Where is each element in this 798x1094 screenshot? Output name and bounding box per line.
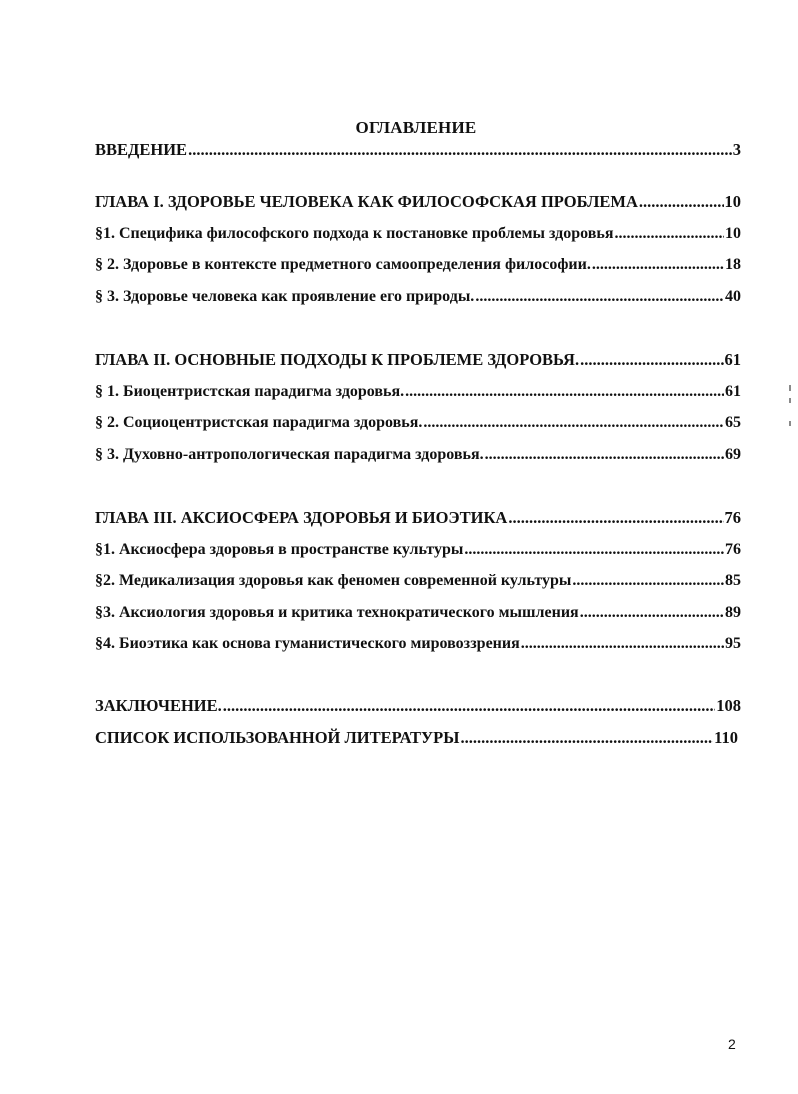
toc-entry-page: 85 — [725, 572, 741, 589]
toc-entry-page: 108 — [716, 696, 741, 715]
dot-leader — [521, 634, 724, 654]
scan-edge-mark — [789, 398, 791, 403]
toc-entry-page: 61 — [724, 350, 741, 369]
toc-entry-label: §1. Специфика философского подхода к постановке проблемы здоровья — [95, 225, 614, 242]
dot-leader — [508, 508, 723, 528]
toc-entry-page: 65 — [725, 414, 741, 431]
toc-entry-label: §1. Аксиосфера здоровья в пространстве культуры — [95, 541, 464, 558]
toc-entry-chapter-2-section-3[interactable] — [95, 445, 741, 465]
toc-entry-chapter-1-section-2[interactable] — [95, 255, 741, 275]
toc-entry-chapter-1-section-1[interactable] — [95, 224, 741, 244]
toc-entry-page: 40 — [725, 288, 741, 305]
toc-entry-chapter-3-section-2[interactable] — [95, 571, 741, 591]
toc-entry-chapter-2-section-1[interactable] — [95, 382, 741, 402]
toc-entry-chapter-3[interactable] — [95, 508, 741, 528]
toc-entry-chapter-3-section-4[interactable] — [95, 634, 741, 654]
toc-entry-page: 89 — [725, 604, 741, 621]
toc-entry-label: ВВЕДЕНИЕ — [95, 140, 188, 159]
toc-entry-page: 110 — [714, 728, 738, 747]
toc-entry-label: ГЛАВА III. АКСИОСФЕРА ЗДОРОВЬЯ И БИОЭТИКА — [95, 508, 508, 527]
toc-entry-chapter-2[interactable] — [95, 350, 741, 370]
dot-leader — [592, 255, 724, 275]
toc-title: ОГЛАВЛЕНИЕ — [355, 118, 477, 137]
toc-entry-label: § 3. Здоровье человека как проявление его природы. — [95, 288, 475, 305]
dot-leader — [615, 224, 724, 244]
dot-leader — [580, 350, 723, 370]
toc-entry-label: § 2. Здоровье в контексте предметного самоопределения философии. — [95, 256, 591, 273]
toc-entry-introduction[interactable] — [95, 140, 741, 160]
scan-edge-mark — [789, 385, 791, 391]
toc-entry-chapter-3-section-1[interactable] — [95, 540, 741, 560]
dot-leader — [464, 540, 724, 560]
dot-leader — [460, 728, 713, 748]
toc-entry-label: § 3. Духовно-антропологическая парадигма здоровья. — [95, 446, 484, 463]
toc-entry-chapter-3-section-3[interactable] — [95, 603, 741, 623]
dot-leader — [223, 696, 716, 716]
toc-entry-label: §2. Медикализация здоровья как феномен современной культуры — [95, 572, 572, 589]
toc-entry-label: § 1. Биоцентристская парадигма здоровья. — [95, 383, 405, 400]
toc-entry-chapter-1-section-3[interactable] — [95, 287, 741, 307]
toc-entry-conclusion[interactable] — [95, 696, 741, 716]
dot-leader — [423, 413, 724, 433]
toc-entry-label: § 2. Социоцентристская парадигма здоровья. — [95, 414, 423, 431]
toc-entry-bibliography[interactable] — [95, 728, 738, 748]
toc-entry-page: 95 — [725, 635, 741, 652]
toc-entry-label: ЗАКЛЮЧЕНИЕ. — [95, 696, 222, 715]
toc-entry-chapter-1[interactable] — [95, 192, 741, 212]
toc-entry-page: 69 — [725, 446, 741, 463]
toc-entry-label: §4. Биоэтика как основа гуманистического мировоззрения — [95, 635, 520, 652]
toc-entry-page: 3 — [732, 140, 741, 159]
page-number: 2 — [728, 1036, 736, 1052]
toc-entry-chapter-2-section-2[interactable] — [95, 413, 741, 433]
dot-leader — [580, 603, 724, 623]
scan-edge-mark — [789, 421, 791, 426]
toc-entry-label: ГЛАВА I. ЗДОРОВЬЕ ЧЕЛОВЕКА КАК ФИЛОСОФСКАЯ ПРОБЛЕМА — [95, 192, 638, 211]
toc-entry-label: ГЛАВА II. ОСНОВНЫЕ ПОДХОДЫ К ПРОБЛЕМЕ ЗДОРОВЬЯ. — [95, 350, 580, 369]
dot-leader — [485, 445, 724, 465]
toc-entry-label: СПИСОК ИСПОЛЬЗОВАННОЙ ЛИТЕРАТУРЫ — [95, 728, 460, 747]
dot-leader — [475, 287, 724, 307]
dot-leader — [572, 571, 724, 591]
dot-leader — [405, 382, 724, 402]
dot-leader — [639, 192, 724, 212]
toc-entry-page: 10 — [724, 192, 741, 211]
toc-entry-page: 10 — [725, 225, 741, 242]
toc-entry-label: §3. Аксиология здоровья и критика технократического мышления — [95, 604, 579, 621]
toc-entry-page: 61 — [725, 383, 741, 400]
toc-entry-page: 76 — [724, 508, 741, 527]
toc-entry-page: 76 — [725, 541, 741, 558]
dot-leader — [188, 140, 732, 160]
toc-entry-page: 18 — [725, 256, 741, 273]
